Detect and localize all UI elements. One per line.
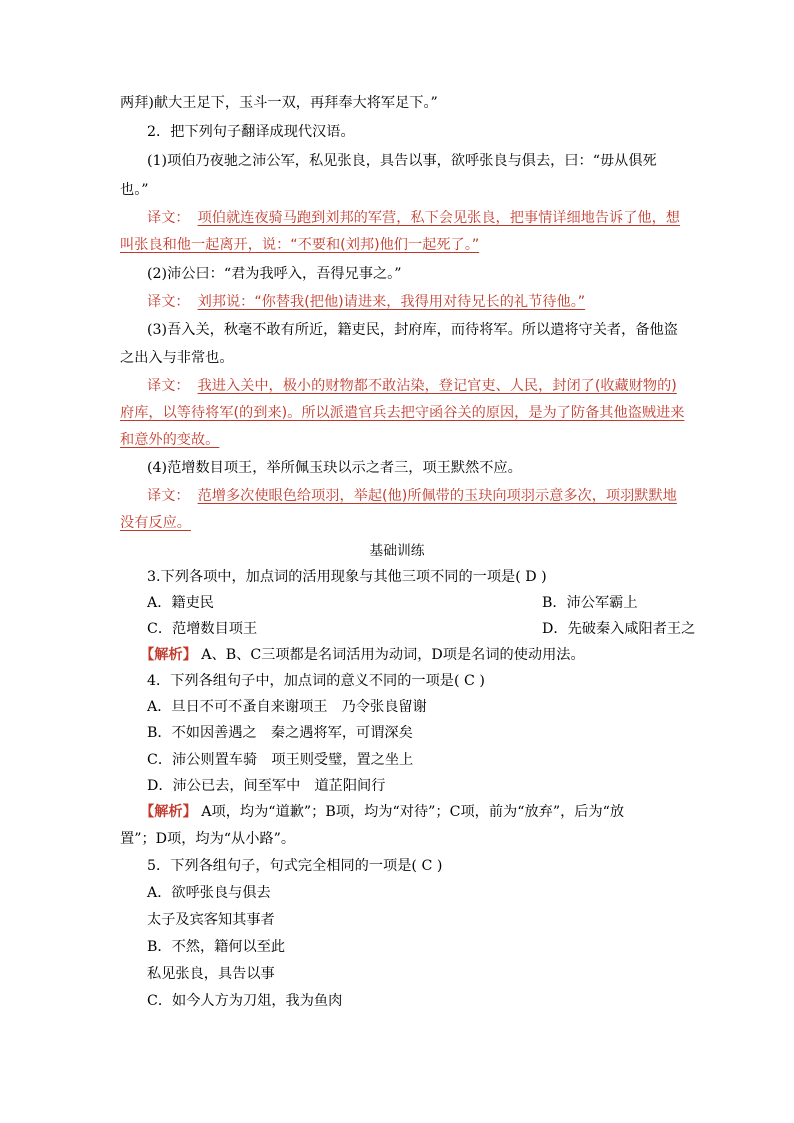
translation-text: 范增多次使眼色给项羽，举起(他)所佩带的玉玦向项羽示意多次，项羽默默地 [197, 488, 677, 504]
option-c: C．范增数目项王 [147, 621, 258, 637]
translation-4 [147, 486, 677, 506]
translation-1 [147, 208, 680, 228]
translation-text: 项伯就连夜骑马跑到刘邦的军营，私下会见张良，把事情详细地告诉了他，想 [197, 210, 680, 226]
option-d: D．沛公已去，间至军中 道芷阳间行 [147, 778, 386, 794]
translation-label: 译文： [147, 378, 190, 394]
analysis-label: 【解析】 [140, 647, 197, 663]
option-b: B．沛公军霸上 [542, 595, 638, 611]
question-4: 4．下列各组句子中，加点词的意义不同的一项是( C ) [147, 673, 485, 689]
text-line: 两拜)献大王足下，玉斗一双，再拜奉大将军足下。” [120, 95, 438, 111]
option-a: A．欲呼张良与俱去 [147, 885, 271, 901]
translation-text: 我进入关中，极小的财物都不敢沾染，登记官吏、人民，封闭了(收藏财物的) [197, 378, 677, 394]
translation-label: 译文： [147, 488, 190, 504]
translation-2 [147, 292, 599, 312]
translation-text: 刘邦说：“你替我(把他)请进来，我得用对待兄长的礼节待他。” [197, 294, 586, 310]
option-a-second: 太子及宾客知其事者 [147, 912, 275, 928]
option-b-second: 私见张良，具告以事 [147, 966, 275, 982]
option-b: B．不然，籍何以至此 [147, 939, 286, 955]
translation-text: 叫张良和他一起离开，说：“不要和(刘邦)他们一起死了。” [120, 237, 480, 253]
sentence-3: (3)吾入关，秋毫不敢有所近，籍吏民，封府库，而待将军。所以遣将守关者，备他盗 [147, 322, 678, 338]
translation-3 [147, 376, 677, 396]
translation-text: 和意外的变故。 [120, 432, 220, 448]
analysis-3 [140, 645, 585, 665]
question-2: 2．把下列句子翻译成现代汉语。 [147, 124, 355, 140]
question-3-options [147, 619, 696, 639]
analysis-4-cont: 置”；D项，均为“从小路”。 [120, 831, 296, 847]
option-a: A．籍吏民 [147, 595, 214, 611]
option-c: C．如今人方为刀俎，我为鱼肉 [147, 993, 343, 1009]
translation-1-cont [120, 235, 491, 255]
analysis-label: 【解析】 [140, 804, 197, 820]
analysis-text: A、B、C三项都是名词活用为动词，D项是名词的使动用法。 [196, 647, 585, 663]
sentence-3-cont: 之出入与非常也。 [120, 350, 234, 366]
translation-3-cont [120, 403, 684, 423]
section-heading: 基础训练 [369, 543, 425, 559]
translation-label: 译文： [147, 210, 190, 226]
analysis-4 [140, 802, 624, 822]
sentence-4: (4)范增数目项王，举所佩玉玦以示之者三，项王默然不应。 [147, 460, 522, 476]
translation-text: 府库，以等待将军(的到来)。所以派遣官兵去把守函谷关的原因，是为了防备其他盗贼进来 [120, 405, 685, 421]
translation-label: 译文： [147, 294, 190, 310]
option-d: D．先破秦入咸阳者王之 [542, 621, 696, 637]
translation-4-cont [120, 513, 205, 533]
analysis-text: A项，均为“道歉”；B项，均为“对待”；C项，前为“放弃”，后为“放 [196, 804, 625, 820]
option-b: B．不如因善遇之 秦之遇将军，可谓深矣 [147, 725, 413, 741]
question-3-options [147, 593, 638, 613]
sentence-1-cont: 也。” [120, 182, 149, 198]
option-a: A．旦日不可不蚤自来谢项王 乃令张良留谢 [147, 699, 427, 715]
sentence-2: (2)沛公曰：“君为我呼入，吾得兄事之。” [147, 266, 402, 282]
question-5: 5．下列各组句子，句式完全相同的一项是( C ) [147, 858, 443, 874]
question-3: 3.下列各项中，加点词的活用现象与其他三项不同的一项是( D ) [147, 569, 547, 585]
translation-text: 没有反应。 [120, 515, 191, 531]
option-c: C．沛公则置车骑 项王则受璧，置之坐上 [147, 752, 414, 768]
translation-3-cont [120, 430, 231, 450]
sentence-1: (1)项伯乃夜驰之沛公军，私见张良，具告以事，欲呼张良与俱去，曰：“毋从俱死 [147, 153, 657, 169]
